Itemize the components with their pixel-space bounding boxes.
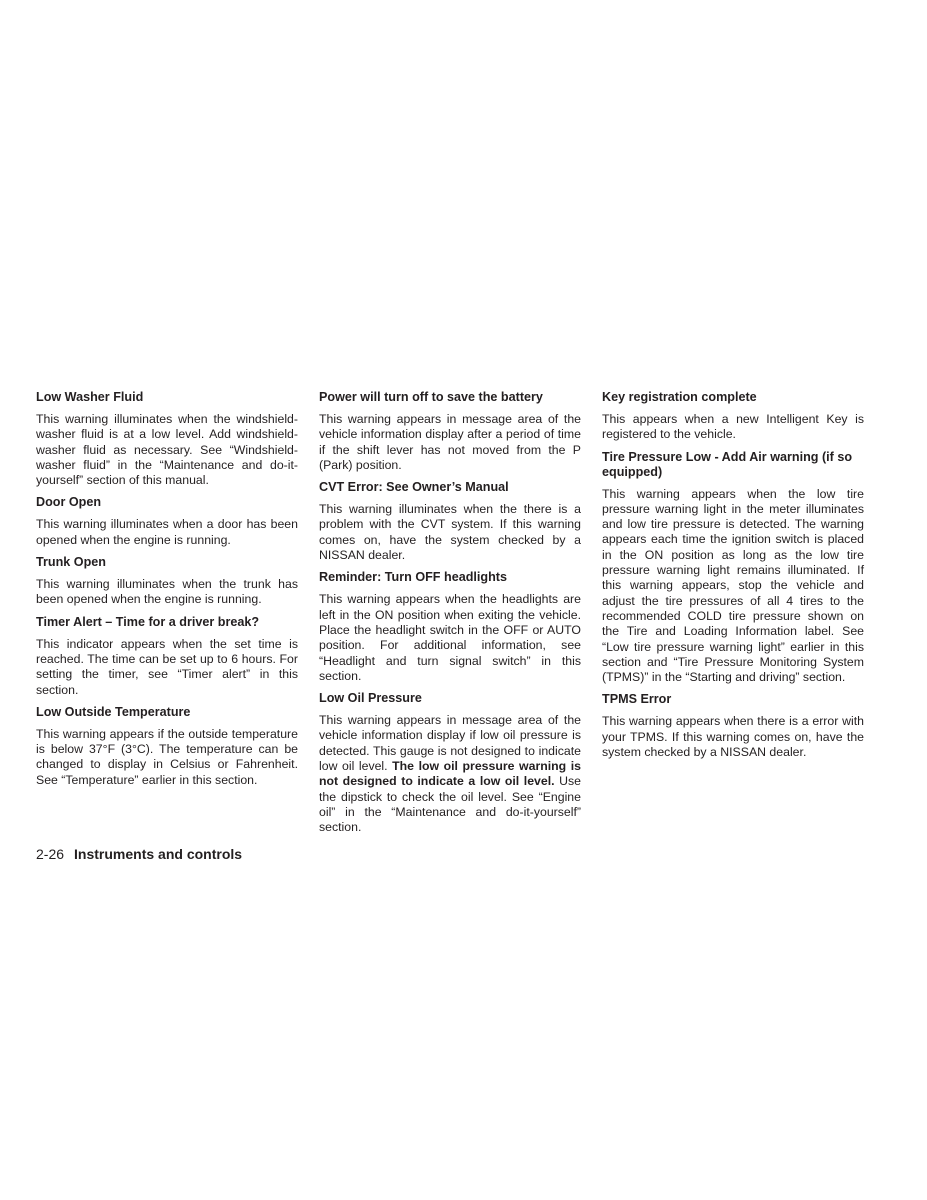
- section-body: This warning appears in message area of the vehicle information display after a period of time if the shift lever has not moved from the P (Park) position.: [319, 412, 581, 472]
- section-key-registration: [602, 390, 864, 443]
- section-heading: Trunk Open: [36, 555, 106, 570]
- column-right: [602, 390, 864, 767]
- section-reminder-headlights: [319, 570, 581, 684]
- section-heading: Door Open: [36, 495, 102, 510]
- section-heading: Reminder: Turn OFF headlights: [319, 570, 507, 585]
- section-heading: CVT Error: See Owner’s Manual: [319, 480, 509, 495]
- section-tpms-error: [602, 692, 864, 760]
- footer-section-title: Instruments and controls: [74, 846, 243, 862]
- section-body: This warning appears if the outside temperature is below 37°F (3°C). The temperature can be changed to display in Celsius or Fahrenheit. See “Temperature” earlier in this section.: [36, 726, 298, 787]
- section-heading: Low Oil Pressure: [319, 691, 422, 706]
- body-text: Use the dipstick to check the oil level. See “Engine oil” in the “Maintenance and do-it-yourself” section.: [319, 774, 582, 835]
- section-low-washer-fluid: [36, 390, 298, 488]
- section-heading: Low Washer Fluid: [36, 390, 144, 404]
- section-heading: Key registration complete: [602, 390, 757, 404]
- section-power-off: [319, 390, 581, 473]
- section-body: This warning illuminates when the trunk has been opened when the engine is running.: [36, 577, 298, 607]
- section-heading: Tire Pressure Low - Add Air warning (if so equipped): [602, 449, 853, 479]
- section-body: This warning illuminates when the windshield-washer fluid is at a low level. Add windshield-washer fluid as necessary. See “Windshield-washer fluid” in the “Maintenance and do-it-yourself” section of this manual.: [36, 412, 298, 488]
- section-body: This warning appears when the headlights are left in the ON position when exiting the vehicle. Place the headlight switch in the OFF or AUTO position. For additional information, see “Headlight and turn signal switch” in this section.: [319, 592, 581, 683]
- section-low-outside-temperature: [36, 705, 298, 788]
- section-heading: Low Outside Temperature: [36, 704, 191, 719]
- section-body: This indicator appears when the set time is reached. The time can be set up to 6 hours. For setting the timer, see “Timer alert” in this section.: [36, 636, 298, 697]
- section-heading: Timer Alert – Time for a driver break?: [36, 614, 260, 629]
- section-body: This warning appears when the low tire pressure warning light in the meter illuminates and low tire pressure is detected. The warning appears each time the ignition switch is placed in the ON position as long as the low tire pressure warning light remains illuminated. If this warning appears, stop the vehicle and adjust the tire pressures of all 4 tires to the recommended COLD tire pressure shown on the Tire and Loading Information label. See “Low tire pressure warning light” earlier in this section and “Tire Pressure Monitoring System (TPMS)” in the “Starting and driving” section.: [602, 486, 864, 685]
- column-middle: [319, 390, 581, 843]
- section-body: This warning illuminates when a door has been opened when the engine is running.: [36, 517, 298, 547]
- body-text: This warning appears in message area of the vehicle information display if low oil pressure is detected. This gauge is not designed to indicate low oil level.: [319, 713, 581, 774]
- section-tire-pressure-low: [602, 450, 864, 686]
- section-door-open: [36, 495, 298, 548]
- section-heading: TPMS Error: [602, 692, 672, 707]
- page-footer: [36, 846, 242, 862]
- column-left: [36, 390, 298, 795]
- section-body: This warning appears when there is a error with your TPMS. If this warning comes on, have the system checked by a NISSAN dealer.: [602, 714, 864, 760]
- section-low-oil-pressure: [319, 691, 581, 835]
- section-timer-alert: [36, 615, 298, 698]
- body-emphasis: The low oil pressure warning is not designed to indicate a low oil level.: [319, 759, 581, 789]
- page-number: 2-26: [36, 846, 65, 862]
- section-heading: Power will turn off to save the battery: [319, 390, 543, 404]
- section-trunk-open: [36, 555, 298, 608]
- section-cvt-error: [319, 480, 581, 563]
- section-body: This warning illuminates when the there is a problem with the CVT system. If this warning comes on, have the system checked by a NISSAN dealer.: [319, 502, 581, 563]
- section-body: This appears when a new Intelligent Key is registered to the vehicle.: [602, 412, 864, 442]
- section-body: [319, 713, 581, 835]
